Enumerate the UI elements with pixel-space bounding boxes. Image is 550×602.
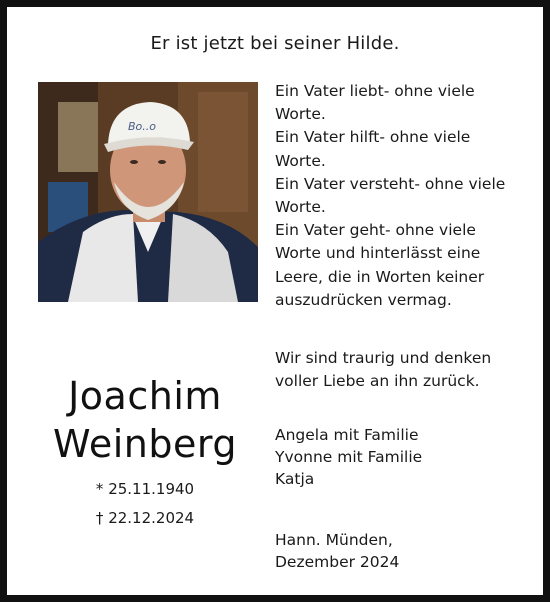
date-line: Dezember 2024 xyxy=(275,553,400,571)
poem-line: Leere, die in Worten keiner xyxy=(275,267,485,286)
signer: Katja xyxy=(275,470,315,488)
poem-line: Ein Vater hilft- ohne viele xyxy=(275,128,471,147)
poem-line: Worte und hinterlässt eine xyxy=(275,244,481,263)
poem-line: Ein Vater liebt- ohne viele xyxy=(275,82,475,100)
headline: Er ist jetzt bei seiner Hilde. xyxy=(150,33,400,54)
place-and-date xyxy=(275,529,535,573)
death-date: † 22.12.2024 xyxy=(95,509,195,527)
poem-line: Ein Vater versteht- ohne viele xyxy=(275,174,506,193)
poem-line: Ein Vater geht- ohne viele xyxy=(275,221,476,240)
poem-line: Worte. xyxy=(275,151,326,170)
signer: Angela mit Familie xyxy=(275,426,419,444)
signers-list xyxy=(275,424,535,490)
portrait-photo xyxy=(38,82,258,302)
poem xyxy=(275,80,535,312)
poem-line: auszudrücken vermag. xyxy=(275,290,452,309)
signer: Yvonne mit Familie xyxy=(275,448,423,466)
mourning-line: voller Liebe an ihn zurück. xyxy=(275,372,480,390)
poem-line: Worte. xyxy=(275,198,326,217)
mourning-message xyxy=(275,347,535,393)
birth-date: * 25.11.1940 xyxy=(95,480,195,498)
place-line: Hann. Münden, xyxy=(275,531,393,549)
poem-line: Worte. xyxy=(275,105,326,124)
deceased-last-name: Weinberg xyxy=(53,422,237,466)
svg-text:Bo..o: Bo..o xyxy=(128,120,156,133)
deceased-first-name: Joachim xyxy=(68,374,222,418)
mourning-line: Wir sind traurig und denken xyxy=(275,349,492,367)
